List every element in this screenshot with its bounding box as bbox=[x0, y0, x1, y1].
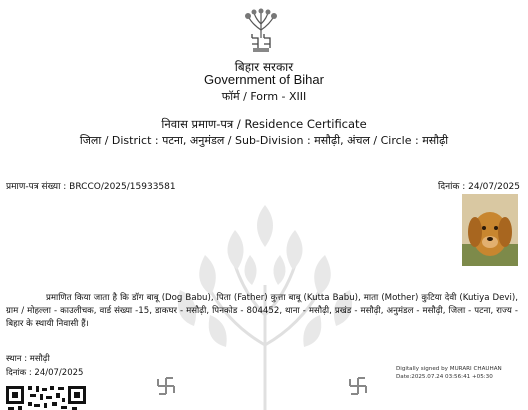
state-name-hindi: बिहार सरकार bbox=[234, 60, 294, 74]
qr-code-icon bbox=[6, 384, 86, 410]
signature-signer: Digitally signed by MURARI CHAUHAN bbox=[396, 366, 502, 372]
signature-timestamp: Date:2025.07.24 03:56:41 +05:30 bbox=[396, 374, 493, 380]
government-title: Government of Bihar bbox=[204, 72, 324, 87]
bihar-emblem-icon bbox=[238, 8, 284, 54]
jurisdiction-line: जिला / District : पटना, अनुमंडल / Sub-Division : मसौढ़ी, अंचल / Circle : मसौढ़ी bbox=[79, 134, 449, 147]
applicant-photo bbox=[462, 194, 518, 266]
footer-date: दिनांक : 24/07/2025 bbox=[6, 368, 84, 378]
swastika-symbol-icon bbox=[348, 376, 368, 396]
place-of-issue: स्थान : मसौढ़ी bbox=[6, 354, 50, 364]
applicant-photo-dog bbox=[462, 194, 518, 266]
form-number: फॉर्म / Form - XIII bbox=[221, 90, 307, 103]
issue-date: दिनांक : 24/07/2025 bbox=[438, 182, 520, 192]
certificate-title: निवास प्रमाण-पत्र / Residence Certificate bbox=[161, 117, 367, 131]
certificate-number: प्रमाण-पत्र संख्या : BRCCO/2025/15933581 bbox=[6, 182, 176, 192]
swastika-symbol-icon bbox=[156, 376, 176, 396]
certificate-statement: प्रमाणित किया जाता है कि डॉग बाबू (Dog Babu), पिता (Father) कुत्ता बाबू (Kutta Babu), माता (Mother) कुटिया देवी (Kutiya Devi), ग्राम / मोहल्ला - काउलीचक, वार्ड संख्या -15, डाकघर - मसौढ़ी, पिनकोड - 804452, थाना - मसौढ़ी, प्रखंड - मसौढ़ी, अनुमंडल - मसौढ़ी, जिला - पटना, राज्य - बिहार के स्थायी निवासी हैं। bbox=[6, 293, 518, 329]
digital-signature bbox=[396, 365, 502, 381]
